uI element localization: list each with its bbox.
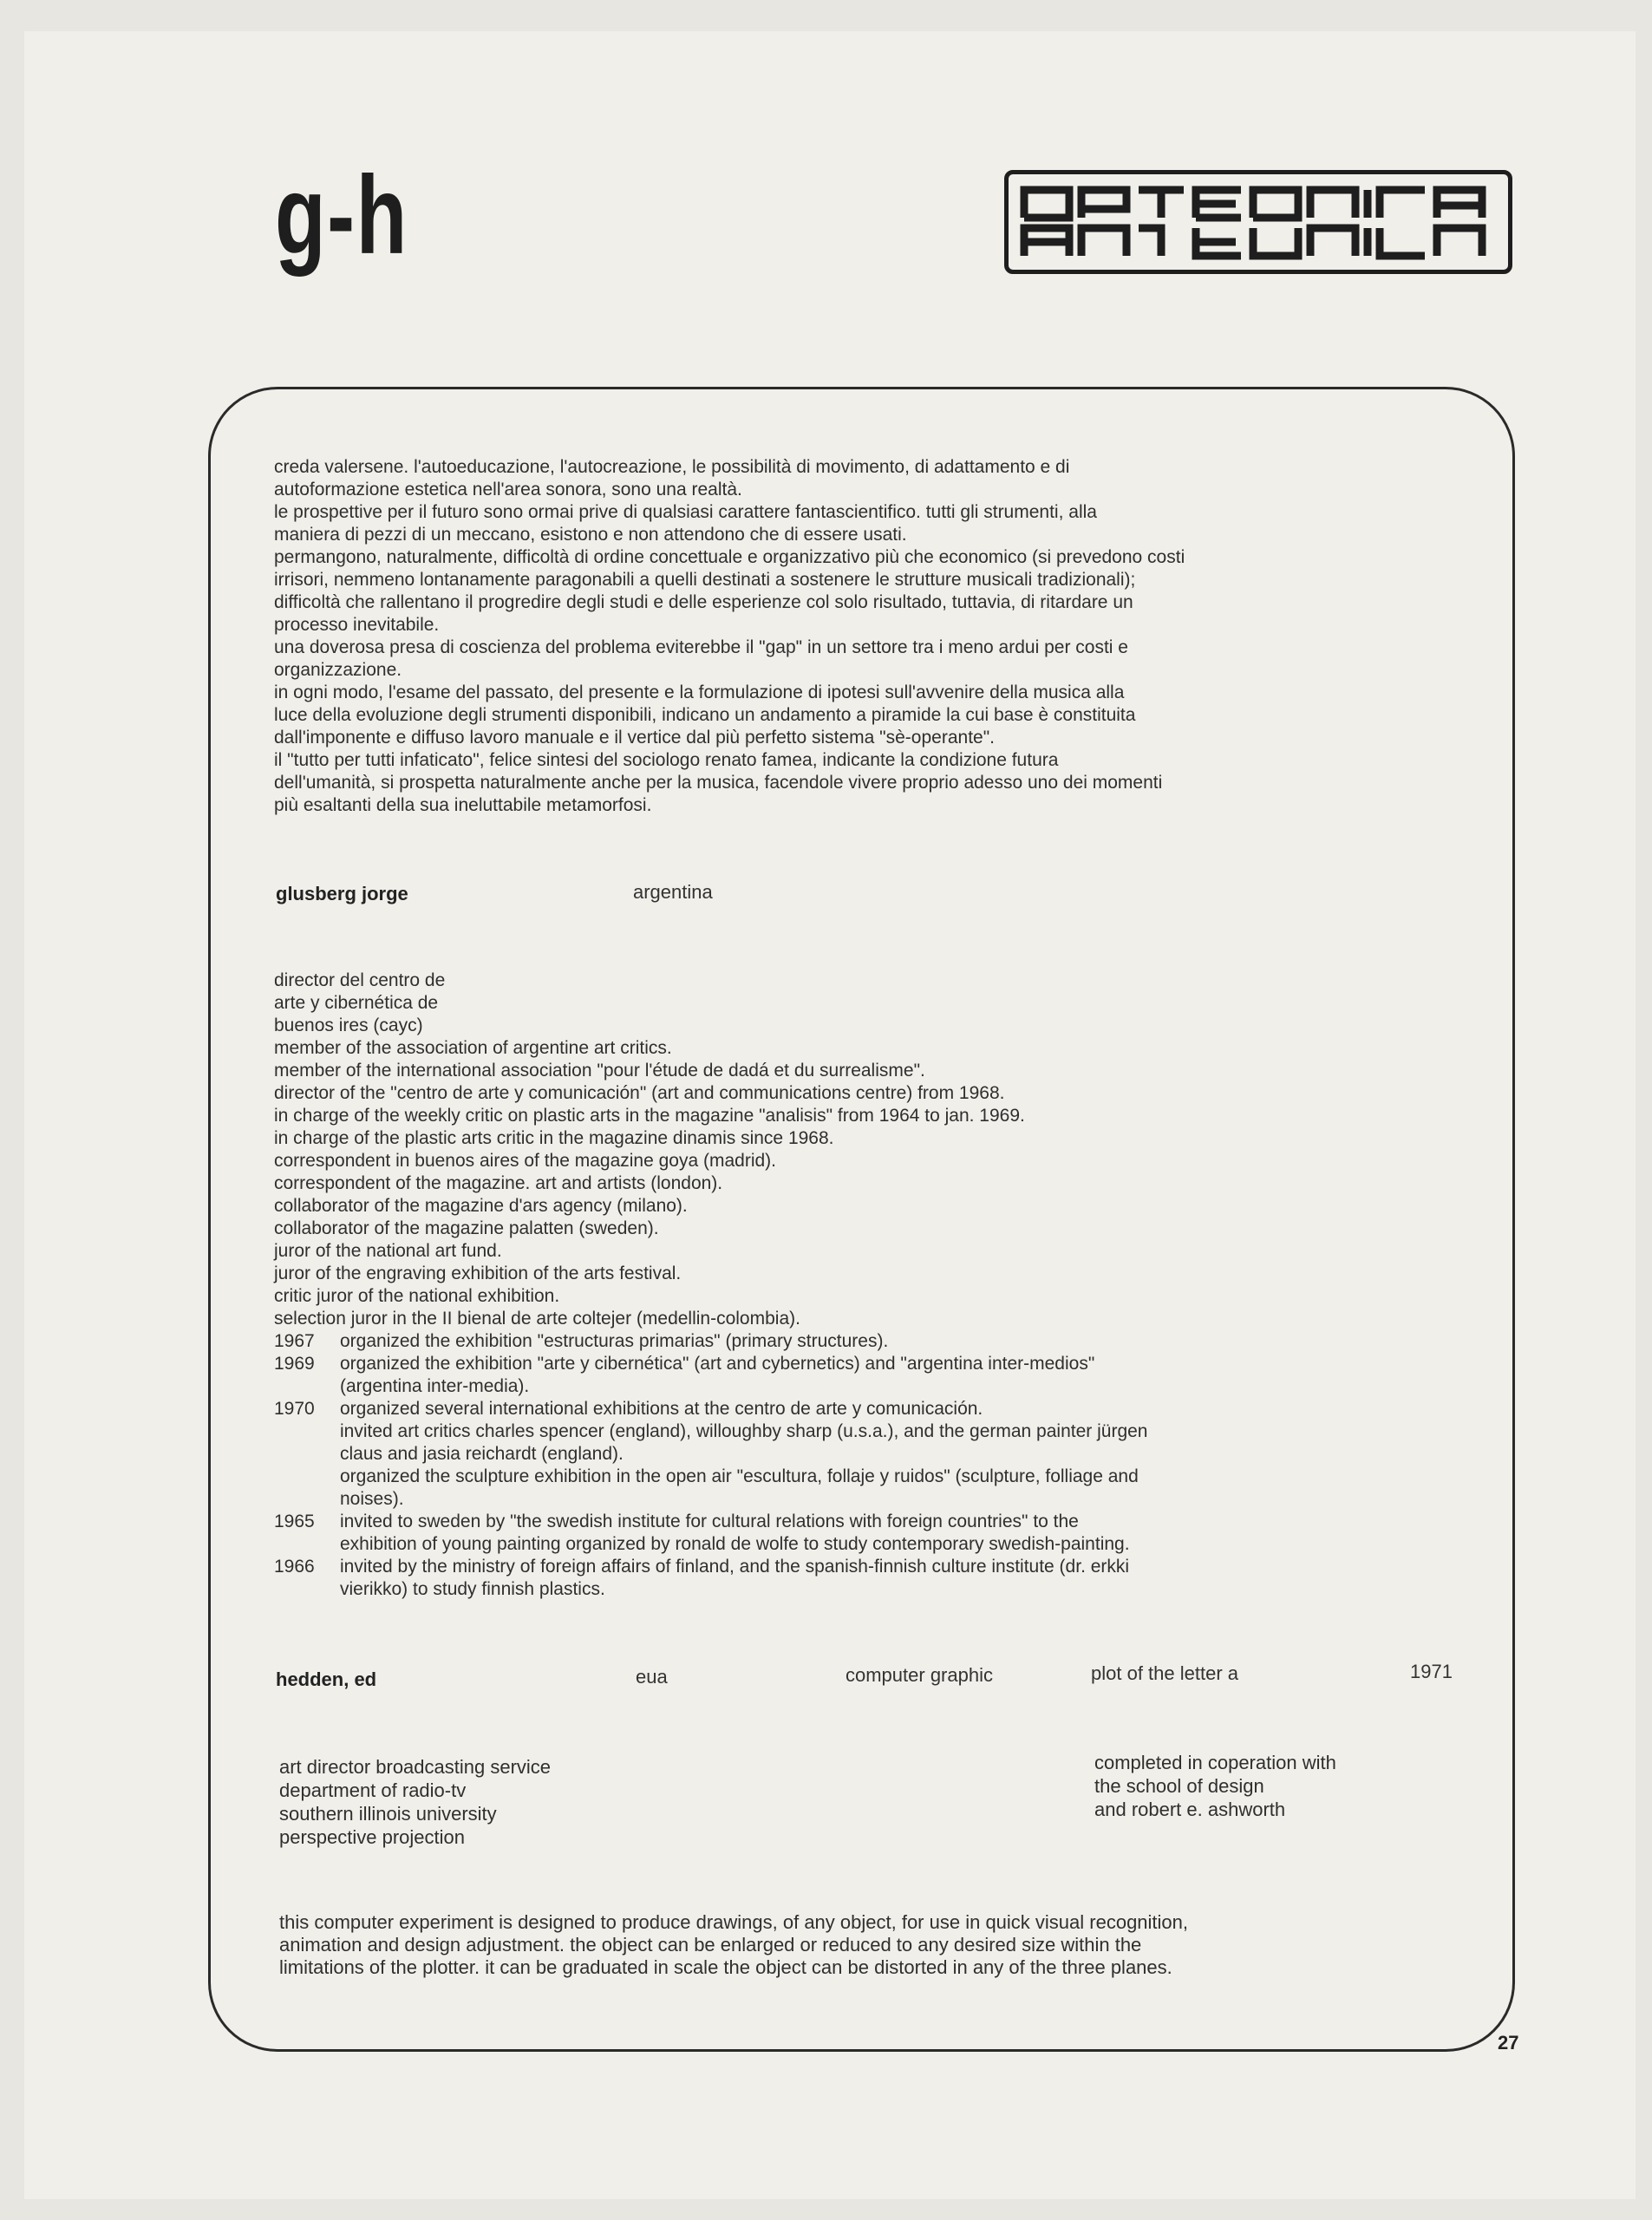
intro-line: più esaltanti della sua ineluttabile metamorfosi. [274, 795, 652, 815]
entry-line: organized several international exhibitions at the centro de arte y comunicación. [340, 1399, 983, 1419]
intro-line: dell'umanità, si prospetta naturalmente anche per la musica, facendole vivere proprio adesso uno dei momenti [274, 773, 1163, 793]
entry-line: invited by the ministry of foreign affairs of finland, and the spanish-finnish culture institute (dr. erkki [340, 1557, 1130, 1577]
bio-line: selection juror in the II bienal de arte coltejer (medellin-colombia). [274, 1309, 800, 1329]
intro-line: le prospettive per il futuro sono ormai prive di qualsiasi carattere fantascientifico. tutti gli strumenti, alla [274, 502, 1097, 522]
hedden-description [279, 1911, 1188, 1979]
entry-line: organized the exhibition "estructuras primarias" (primary structures). [340, 1331, 889, 1351]
year-entry [274, 1330, 1147, 1353]
entry-line: invited art critics charles spencer (england), willoughby sharp (u.s.a.), and the german painter jürgen [340, 1421, 1148, 1441]
intro-line: maniera di pezzi di un meccano, esistono e non attendono che di essere usati. [274, 525, 907, 545]
glusberg-year-list [274, 1330, 1147, 1601]
entry-line: invited to sweden by "the swedish institute for cultural relations with foreign countries" to the [340, 1512, 1079, 1531]
entry-line: noises). [340, 1489, 404, 1509]
description-line: this computer experiment is designed to produce drawings, of any object, for use in quick visual recognition, [279, 1911, 1189, 1933]
year-entry [274, 1398, 1147, 1511]
artwork-year: 1971 [1410, 1661, 1453, 1682]
intro-line: difficoltà che rallentano il progredire degli studi e delle esperienze col solo risultado, tuttavia, di ritardare un [274, 592, 1133, 612]
artist-name-hedden: hedden, ed [276, 1668, 377, 1690]
artwork-medium: computer graphic [846, 1664, 993, 1686]
bio-line: juror of the national art fund. [274, 1241, 502, 1261]
entry-line: claus and jasia reichardt (england). [340, 1444, 624, 1464]
intro-line: processo inevitabile. [274, 615, 440, 635]
artist-name-glusberg: glusberg jorge [276, 883, 408, 904]
entry-line: (argentina inter-media). [340, 1376, 530, 1396]
bio-line: buenos ires (cayc) [274, 1015, 423, 1035]
description-line: animation and design adjustment. the object can be enlarged or reduced to any desired size within the [279, 1934, 1142, 1956]
bio-line: member of the international association "pour l'étude de dadá et du surrealisme". [274, 1061, 925, 1081]
entry-line: organized the sculpture exhibition in the open air "escultura, follaje y ruidos" (sculpture, folliage and [340, 1466, 1139, 1486]
intro-line: irrisori, nemmeno lontanamente paragonabili a quelli destinati a sostenere le strutture musicali tradizionali); [274, 570, 1136, 590]
bio-line: director of the "centro de arte y comunicación" (art and communications centre) from 1968. [274, 1083, 1005, 1103]
hedden-credits [1094, 1751, 1336, 1821]
bio-line: in charge of the plastic arts critic in the magazine dinamis since 1968. [274, 1128, 834, 1148]
bio-line: arte y cibernética de [274, 993, 439, 1013]
intro-line: creda valersene. l'autoeducazione, l'autocreazione, le possibilità di movimento, di adattamento e di [274, 457, 1070, 477]
year-entry [274, 1556, 1147, 1601]
bio-line: in charge of the weekly critic on plastic arts in the magazine "analisis" from 1964 to jan. 1969. [274, 1106, 1025, 1126]
page-number: 27 [1498, 2032, 1519, 2054]
entry-line: vierikko) to study finnish plastics. [340, 1579, 605, 1599]
hedden-bio [279, 1755, 551, 1849]
intro-line: dall'imponente e diffuso lavoro manuale e il vertice dal più perfetto sistema "sè-operante". [274, 728, 995, 748]
entry-year: 1967 [274, 1331, 315, 1351]
artist-country-hedden: eua [636, 1666, 668, 1688]
artist-country-glusberg: argentina [633, 881, 713, 903]
section-heading: g-h [275, 153, 408, 278]
entry-line: exhibition of young painting organized by ronald de wolfe to study contemporary swedish-painting. [340, 1534, 1130, 1554]
artwork-title: plot of the letter a [1091, 1662, 1238, 1684]
bio-line: juror of the engraving exhibition of the arts festival. [274, 1263, 682, 1283]
entry-year: 1965 [274, 1512, 315, 1531]
entry-year: 1969 [274, 1354, 315, 1374]
bio-line: director del centro de [274, 970, 446, 990]
bio-line: critic juror of the national exhibition. [274, 1286, 560, 1306]
arteonica-logo-mark [1009, 174, 1508, 270]
arteonica-logo [1004, 170, 1512, 274]
intro-line: permangono, naturalmente, difficoltà di ordine concettuale e organizzativo più che economico (si prevedono costi [274, 547, 1185, 567]
intro-line: organizzazione. [274, 660, 402, 680]
intro-line: in ogni modo, l'esame del passato, del presente e la formulazione di ipotesi sull'avvenire della musica alla [274, 682, 1125, 702]
bio-line: correspondent of the magazine. art and artists (london). [274, 1173, 723, 1193]
intro-paragraph [274, 456, 1185, 817]
entry-year: 1966 [274, 1557, 315, 1577]
bio-line: correspondent in buenos aires of the magazine goya (madrid). [274, 1151, 776, 1171]
credit-line: and robert e. ashworth [1094, 1799, 1286, 1820]
year-entry [274, 1353, 1147, 1398]
credit-line: the school of design [1094, 1775, 1264, 1797]
bio-line: art director broadcasting service [279, 1756, 552, 1778]
intro-line: autoformazione estetica nell'area sonora, sono una realtà. [274, 480, 742, 500]
bio-line: department of radio-tv [279, 1779, 467, 1801]
description-line: limitations of the plotter. it can be graduated in scale the object can be distorted in any of the three planes. [279, 1956, 1172, 1978]
intro-line: luce della evoluzione degli strumenti disponibili, indicano un andamento a piramide la cui base è constituita [274, 705, 1136, 725]
year-entry [274, 1511, 1147, 1556]
credit-line: completed in coperation with [1094, 1752, 1336, 1773]
entry-year: 1970 [274, 1399, 315, 1419]
bio-line: southern illinois university [279, 1803, 497, 1825]
bio-line: perspective projection [279, 1826, 466, 1848]
bio-line: collaborator of the magazine d'ars agency (milano). [274, 1196, 688, 1216]
glusberg-bio [274, 970, 1147, 1601]
intro-line: una doverosa presa di coscienza del problema eviterebbe il "gap" in un settore tra i meno ardui per costi e [274, 637, 1128, 657]
entry-line: organized the exhibition "arte y cibernética" (art and cybernetics) and "argentina inter-medios" [340, 1354, 1095, 1374]
bio-line: member of the association of argentine art critics. [274, 1038, 672, 1058]
bio-line: collaborator of the magazine palatten (sweden). [274, 1218, 659, 1238]
intro-line: il "tutto per tutti infaticato", felice sintesi del sociologo renato famea, indicante la condizione futura [274, 750, 1059, 770]
